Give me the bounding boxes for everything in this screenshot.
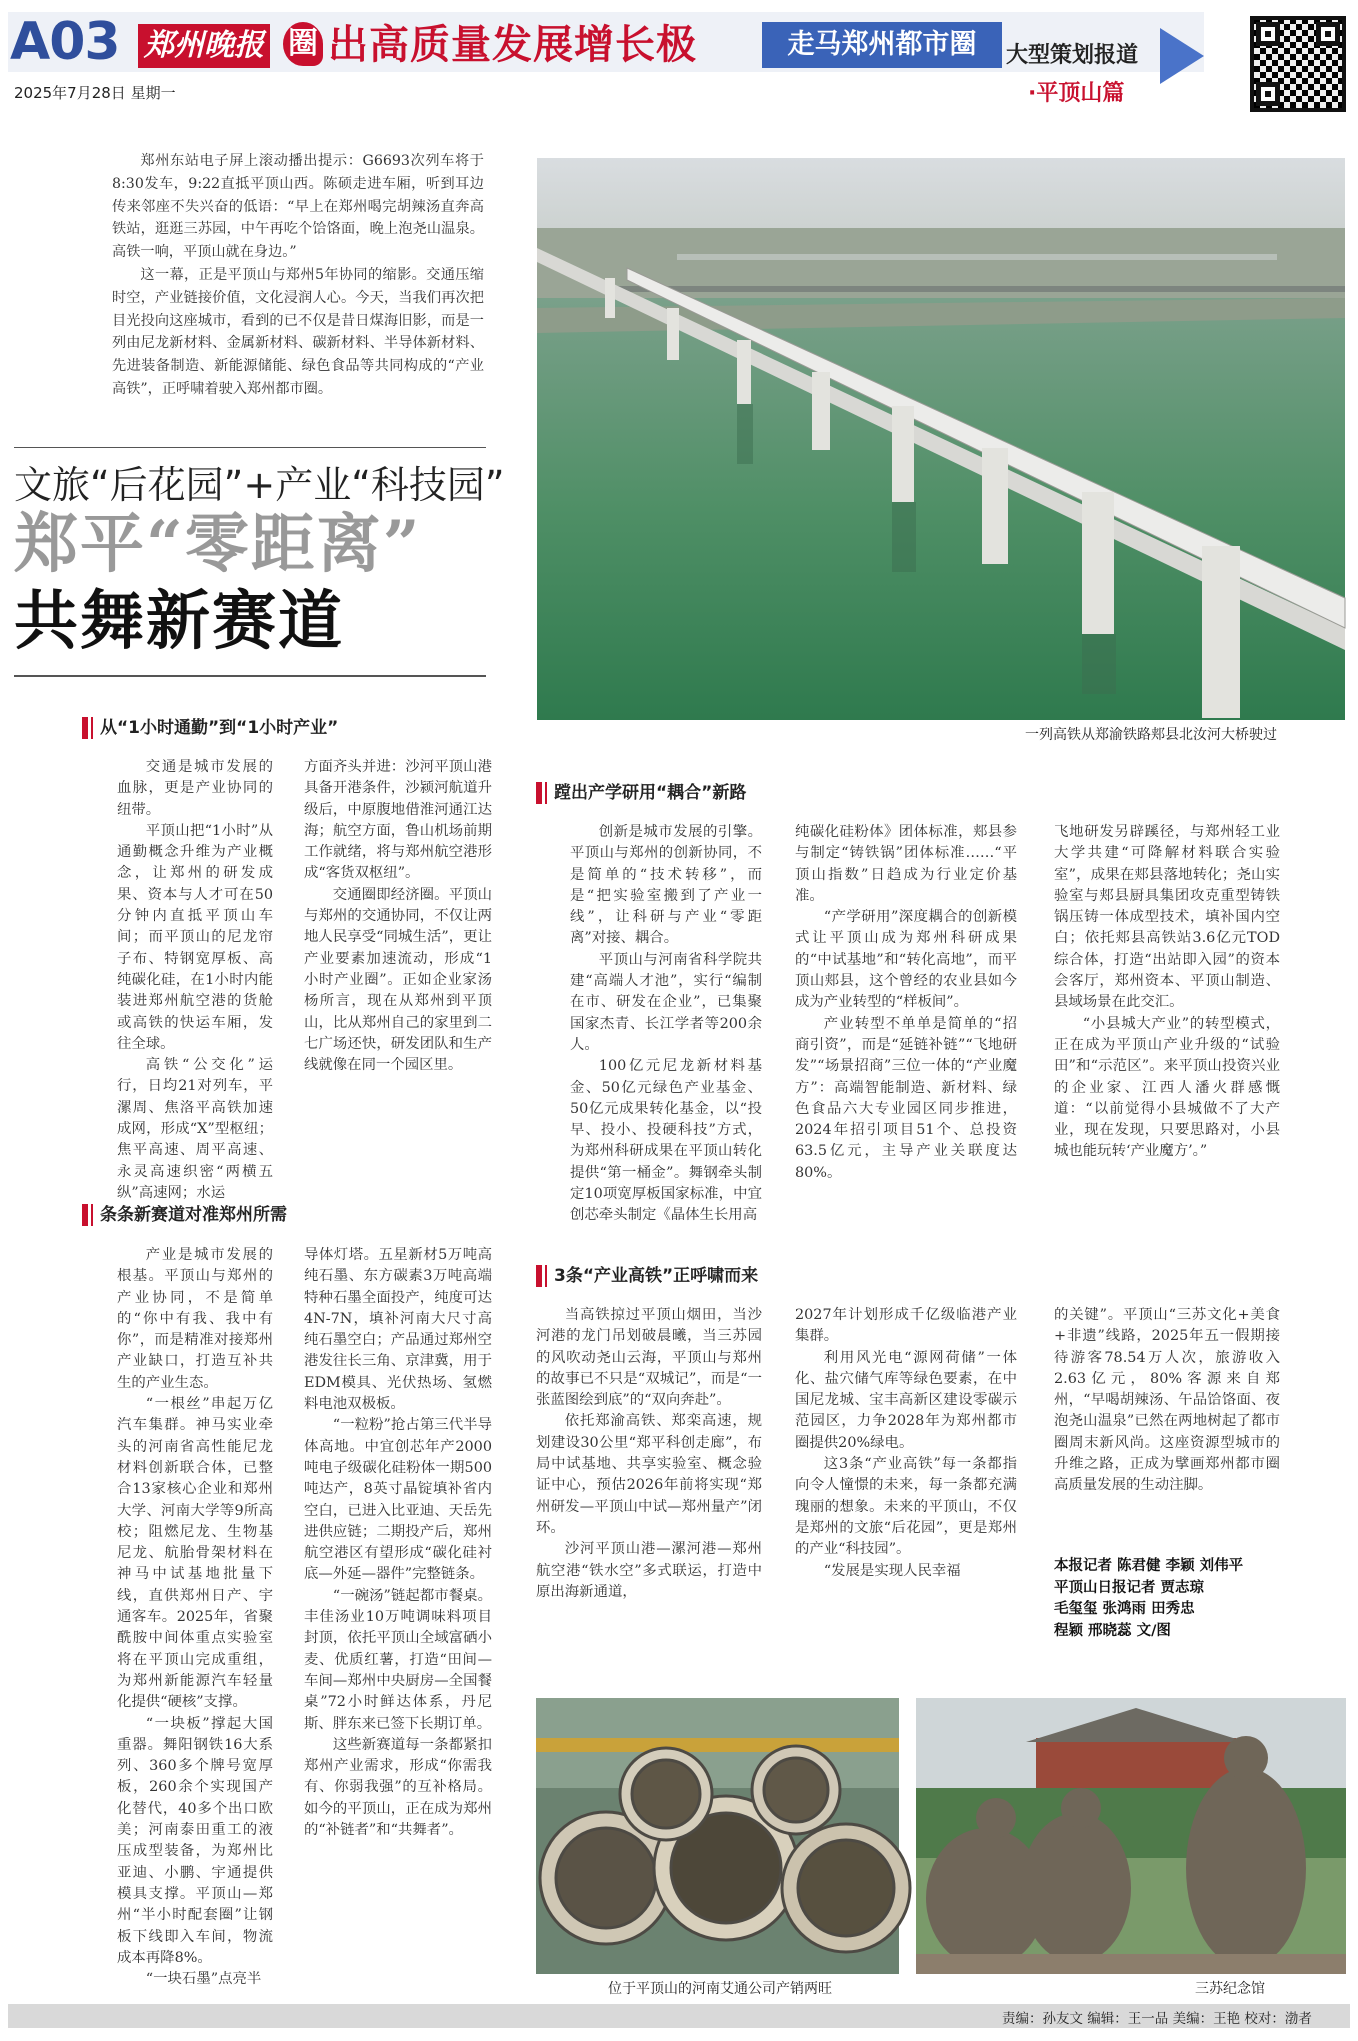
paragraph: “一碗汤”链起都市餐桌。丰佳汤业10万吨调味料项目封顶，依托平顶山全域富硒小麦、优质红薯，打造“田间—车间—郑州中央厨房—全国餐桌”72小时鲜达体系，丹尼斯、胖东来已签下长期订单。 bbox=[304, 1587, 492, 1732]
byline-line: 本报记者 陈君健 李颖 刘伟平 bbox=[1054, 1558, 1244, 1574]
section-heading: 条条新赛道对准郑州所需 bbox=[82, 1204, 287, 1226]
paragraph: 交通圈即经济圈。平顶山与郑州的交通协同，不仅让两地人民享受“同城生活”，更让产业要素加速流动，形成“1小时产业圈”。正如企业家汤杨所言，现在从郑州到平顶山，比从郑州自己的家里到二七广场还快，研发团队和生产线就像在同一个园区里。 bbox=[304, 886, 492, 1074]
headline-line1: 文旅“后花园”+产业“科技园” bbox=[14, 463, 505, 507]
photo-caption: 一列高铁从郑渝铁路郏县北汝河大桥驶过 bbox=[1025, 727, 1277, 743]
series-title: 走马郑州都市圈 bbox=[762, 22, 1002, 68]
intro-paragraph: 这一幕，正是平顶山与郑州5年协同的缩影。交通压缩时空，产业链接价值，文化浸润人心。今天，当我们再次把目光投向这座城市，看到的已不仅是昔日煤海旧影，而是一列由尼龙新材料、金属新材料、碳新材料、半导体新材料、先进装备制造、新能源储能、绿色食品等共同构成的“产业高铁”，正呼啸着驶入郑州都市圈。 bbox=[112, 266, 484, 397]
paper-logo: 郑州晚报 bbox=[138, 24, 270, 68]
editor-credits: 责编：孙友文 编辑：王一品 美编：王艳 校对：渤者 bbox=[1002, 2011, 1312, 2027]
paragraph: 当高铁掠过平顶山烟田，当沙河港的龙门吊划破晨曦，当三苏园的风吹动尧山云海，平顶山与郑州的故事已不只是“双城记”，而是“一张蓝图绘到底”的“双向奔赴”。 bbox=[536, 1307, 762, 1409]
section1-column-1 bbox=[117, 757, 273, 1201]
headline-line3: 共舞新赛道 bbox=[14, 584, 344, 659]
section1-column-2 bbox=[304, 757, 492, 1167]
arrow-right-icon bbox=[1160, 28, 1204, 84]
photo-caption: 位于平顶山的河南艾通公司产销两旺 bbox=[608, 1981, 832, 1997]
section4-column-2 bbox=[795, 1305, 1017, 1695]
paragraph: 100亿元尼龙新材料基金、50亿元绿色产业基金、50亿元成果转化基金，以“投早、投小、投硬科技”方式，为郑州科研成果在平顶山转化提供“第一桶金”。舞钢牵头制定10项宽厚板国家标准，中宜创芯牵头制定《晶体生长用高 bbox=[570, 1058, 762, 1224]
paragraph: “一块石墨”点亮半 bbox=[145, 1971, 262, 1988]
paragraph: 导体灯塔。五星新材5万吨高纯石墨、东方碳素3万吨高端特种石墨全面投产，纯度可达4N-7N，填补河南大尺寸高纯石墨空白；产品通过郑州空港发往长三角、京津冀，用于EDM模具、光伏热场、氢燃料电池双极板。 bbox=[304, 1247, 492, 1413]
paragraph: 这些新赛道每一条都紧扣郑州产业需求，形成“你需我有、你弱我强”的互补格局。如今的平顶山，正在成为郑州的“补链者”和“共舞者”。 bbox=[304, 1736, 492, 1839]
intro-text bbox=[112, 150, 484, 401]
section-heading: 从“1小时通勤”到“1小时产业” bbox=[82, 717, 338, 739]
paragraph: 平顶山把“1小时”从通勤概念升维为产业概念，让郑州的研发成果、资本与人才可在50分钟内直抵平顶山车间；而平顶山的尼龙帘子布、特钢宽厚板、高纯碳化硅，在1小时内能装进郑州航空港的货舱或高铁的快运车厢，发往全球。 bbox=[117, 822, 273, 1052]
byline bbox=[1054, 1556, 1284, 1642]
issue-date: 2025年7月28日 星期一 bbox=[14, 84, 176, 102]
section-heading: 蹚出产学研用“耦合”新路 bbox=[536, 782, 746, 804]
paragraph: 方面齐头并进：沙河平顶山港具备开港条件，沙颍河航道升级后，中原腹地借淮河通江达海；航空方面，鲁山机场前期工作就绪，将与郑州航空港形成“客货双枢纽”。 bbox=[304, 759, 492, 882]
qr-code-icon[interactable] bbox=[1250, 16, 1346, 112]
paragraph: 平顶山与河南省科学院共建“高端人才池”，实行“编制在市、研发在企业”，已集聚国家杰青、长江学者等200余人。 bbox=[570, 951, 762, 1053]
paragraph: 沙河平顶山港—漯河港—郑州航空港“铁水空”多式联运，打造中原出海新通道， bbox=[536, 1541, 762, 1600]
intro-paragraph: 郑州东站电子屏上滚动播出提示：G6693次列车将于8:30发车，9:22直抵平顶山西。陈硕走进车厢，听到耳边传来邻座不失兴奋的低语：“早上在郑州喝完胡辣汤直奔高铁站，逛逛三苏园，中午再吃个饸饹面，晚上泡尧山温泉。高铁一响，平顶山就在身边。” bbox=[112, 153, 484, 261]
steel-pipes-photo bbox=[536, 1698, 899, 1974]
paragraph: “一根丝”串起万亿汽车集群。神马实业牵头的河南省高性能尼龙材料创新联合体，已整合13家核心企业和郑州大学、河南大学等9所高校；阻燃尼龙、生物基尼龙、航胎骨架材料在神马中试基地批量下线，直供郑州日产、宇通客车。2025年，省聚酰胺中间体重点实验室将在平顶山完成重组，为郑州新能源汽车轻量化提供“硬核”支撑。 bbox=[117, 1396, 273, 1711]
paragraph: 利用风光电“源网荷储”一体化、盐穴储气库等绿色要素，在中国尼龙城、宝丰高新区建设零碳示范园区，力争2028年为郑州都市圈提供20%绿电。 bbox=[795, 1349, 1017, 1451]
paragraph: 这3条“产业高铁”每一条都指向令人憧憬的未来，每一条都充满瑰丽的想象。未来的平顶山，不仅是郑州的文旅“后花园”，更是郑州的产业“科技园”。 bbox=[795, 1456, 1017, 1558]
page-number: A03 bbox=[10, 12, 120, 72]
series-city: ·平顶山篇 bbox=[1028, 81, 1125, 106]
paragraph: 依托郑渝高铁、郑栾高速，规划建设30公里“郑平科创走廊”，布局中试基地、共享实验室、概念验证中心，预估2026年前将实现“郑州研发—平顶山中试—郑州量产”闭环。 bbox=[536, 1413, 762, 1536]
paragraph: “小县城大产业”的转型模式，正在成为平顶山产业升级的“试验田”和“示范区”。来平顶山投资兴业的企业家、江西人潘火群感慨道：“以前觉得小县城做不了大产业，现在发现，只要思路对，小县城也能玩转‘产业魔方’。” bbox=[1054, 1015, 1280, 1160]
headline-line2: 郑平“零距离” bbox=[14, 507, 422, 582]
series-subtitle: 大型策划报道 bbox=[1006, 43, 1139, 68]
paragraph: 的关键”。平顶山“三苏文化+美食+非遗”线路，2025年五一假期接待游客78.54万人次，旅游收入2.63亿元，80%客源来自郑州，“早喝胡辣汤、午品饸饹面、夜泡尧山温泉”已然在两地树起了都市圈周末新风尚。这座资源型城市的升维之路，正成为擘画郑州都市圈高质量发展的生动注脚。 bbox=[1054, 1307, 1280, 1494]
paragraph: “一块板”撑起大国重器。舞阳钢铁16大系列、360多个牌号宽厚板，260余个实现国产化替代，40多个出口欧美；河南泰田重工的液压成型装备，为郑州比亚迪、小鹏、宇通提供模具支撑。平顶山—郑州“半小时配套圈”让钢板下线即入车间，物流成本再降8%。 bbox=[117, 1715, 273, 1966]
paragraph: 创新是城市发展的引擎。平顶山与郑州的创新协同，不是简单的“技术转移”，而是“把实验室搬到了产业一线”，让科研与产业“零距离”对接、耦合。 bbox=[570, 824, 762, 947]
section4-column-3 bbox=[1054, 1305, 1280, 1555]
section3-column-1 bbox=[570, 822, 762, 1234]
quan-badge: 圈 bbox=[283, 22, 323, 66]
divider bbox=[14, 447, 486, 448]
paragraph: “发展是实现人民幸福 bbox=[823, 1562, 961, 1579]
paragraph: 2027年计划形成千亿级临港产业集群。 bbox=[795, 1307, 1017, 1345]
paragraph: 纯碳化硅粉体》团体标准，郏县参与制定“铸铁锅”团体标准……“平顶山指数”日趋成为行业定价基准。 bbox=[795, 824, 1017, 904]
paragraph: “一粒粉”抢占第三代半导体高地。中宜创芯年产2000吨电子级碳化硅粉体一期500吨达产，8英寸晶锭填补省内空白，已进入比亚迪、天岳先进供应链；二期投产后，郑州航空港区有望形成“碳化硅衬底—外延—器件”完整链条。 bbox=[304, 1417, 492, 1583]
byline-line: 毛玺玺 张鸿雨 田秀忠 bbox=[1054, 1601, 1195, 1617]
header-slogan: 出高质量发展增长极 bbox=[328, 22, 697, 68]
section2-column-1 bbox=[117, 1245, 273, 1988]
paragraph: 产业是城市发展的根基。平顶山与郑州的产业协同，不是简单的“你中有我、我中有你”，而是精准对接郑州产业缺口，打造互补共生的产业生态。 bbox=[117, 1247, 273, 1391]
section4-column-1 bbox=[536, 1305, 762, 1695]
paragraph: 产业转型不单单是简单的“招商引资”，而是“延链补链”“飞地研发”“场景招商”三位一体的“产业魔方”：高端智能制造、新材料、绿色食品六大专业园区同步推进，2024年招引项目51个、总投资63.5亿元，主导产业关联度达80%。 bbox=[795, 1015, 1017, 1181]
byline-line: 程颖 邢晓蕊 文/图 bbox=[1054, 1622, 1171, 1639]
section3-column-2 bbox=[795, 822, 1017, 1234]
section-heading: 3条“产业高铁”正呼啸而来 bbox=[536, 1265, 758, 1287]
section3-column-3 bbox=[1054, 822, 1280, 1234]
paragraph: “产学研用”深度耦合的创新模式让平顶山成为郑州科研成果的“中试基地”和“转化高地”，而平顶山郏县，这个曾经的农业县如今成为产业转型的“样板间”。 bbox=[795, 909, 1017, 1011]
byline-line: 平顶山日报记者 贾志琼 bbox=[1054, 1579, 1205, 1596]
paragraph: 高铁“公交化”运行，日均21对列车，平漯周、焦洛平高铁加速成网，形成“X”型枢纽；焦平高速、周平高速、永灵高速织密“两横五纵”高速网；水运 bbox=[117, 1057, 273, 1201]
train-bridge-photo bbox=[537, 158, 1345, 720]
section2-column-2 bbox=[304, 1245, 492, 1983]
divider bbox=[14, 675, 486, 677]
paragraph: 飞地研发另辟蹊径，与郑州轻工业大学共建“可降解材料联合实验室”，成果在郏县落地转化；尧山实验室与郏县厨具集团攻克重型铸铁锅压铸一体成型技术，填补国内空白；依托郏县高铁站3.6亿元TOD综合体，打造“出站即入园”的资本会客厅，郑州资本、平顶山制造、县域场景在此交汇。 bbox=[1054, 824, 1280, 1011]
photo-caption: 三苏纪念馆 bbox=[1195, 1981, 1265, 1997]
memorial-statues-photo bbox=[916, 1698, 1346, 1974]
paragraph: 交通是城市发展的血脉，更是产业协同的纽带。 bbox=[117, 759, 273, 818]
